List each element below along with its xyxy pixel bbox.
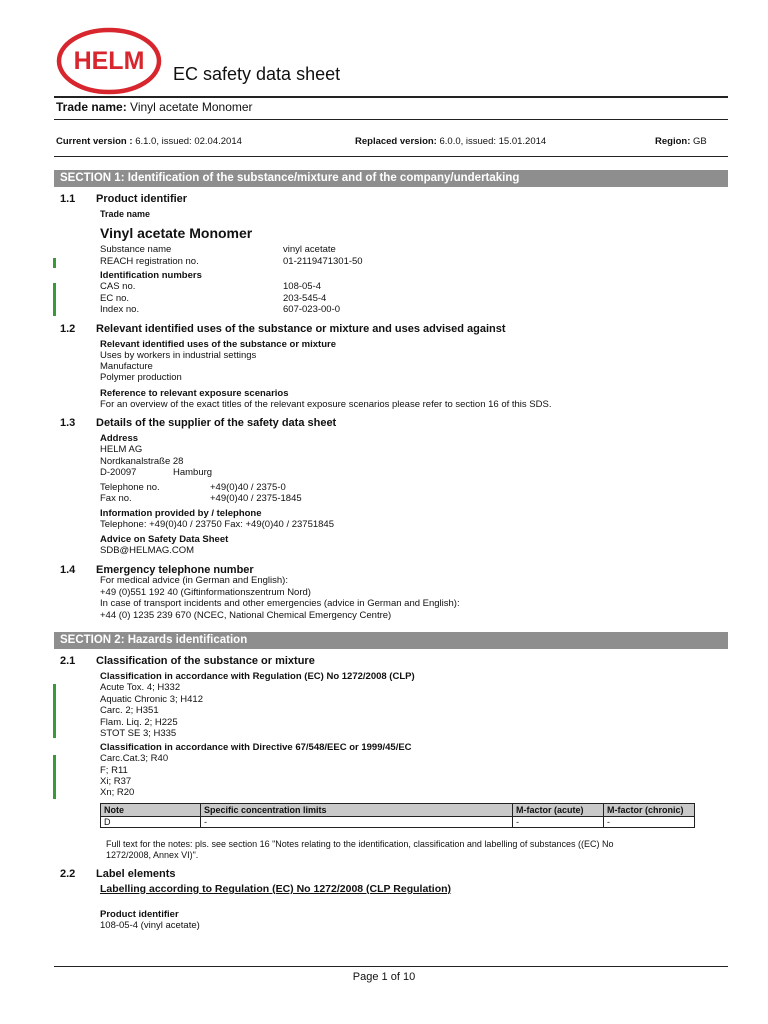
advice-email: SDB@HELMAG.COM bbox=[100, 545, 195, 556]
notes-table bbox=[100, 803, 695, 828]
trade-name-heading: Trade name bbox=[100, 209, 151, 219]
subsection-number: 2.1 bbox=[60, 655, 76, 667]
clp-line: Carc. 2; H351 bbox=[100, 705, 159, 716]
table-header: Note bbox=[101, 804, 201, 817]
directive-line: Carc.Cat.3; R40 bbox=[100, 753, 169, 764]
table-row bbox=[101, 817, 695, 828]
directive-line: Xi; R37 bbox=[100, 776, 132, 787]
reach-value: 01-2119471301-50 bbox=[283, 256, 363, 267]
subsection-title: Product identifier bbox=[96, 193, 188, 205]
subsection-number: 1.2 bbox=[60, 323, 76, 335]
tel-label: Telephone no. bbox=[100, 482, 160, 493]
emergency-line: In case of transport incidents and other emergencies (advice in German and English): bbox=[100, 598, 460, 609]
cas-label: CAS no. bbox=[100, 281, 136, 292]
document-title: EC safety data sheet bbox=[173, 64, 341, 84]
section-2-header: SECTION 2: Hazards identification bbox=[54, 632, 728, 649]
region: Region: GB bbox=[655, 136, 707, 147]
city: Hamburg bbox=[173, 467, 213, 478]
replaced-version: Replaced version: 6.0.0, issued: 15.01.2014 bbox=[355, 136, 547, 147]
subsection-number: 1.4 bbox=[60, 564, 76, 576]
subsection-title: Classification of the substance or mixture bbox=[96, 655, 315, 667]
fax-label: Fax no. bbox=[100, 493, 132, 504]
product-identifier-heading: Product identifier bbox=[100, 909, 179, 920]
subsection-number: 1.3 bbox=[60, 417, 76, 429]
product-name: Vinyl acetate Monomer bbox=[100, 225, 253, 241]
emergency-line: For medical advice (in German and English): bbox=[100, 575, 288, 586]
section-1-header: SECTION 1: Identification of the substance/mixture and of the company/undertaking bbox=[54, 170, 728, 187]
header-rule bbox=[54, 96, 728, 98]
address-line: HELM AG bbox=[100, 444, 143, 455]
clp-heading: Classification in accordance with Regulation (EC) No 1272/2008 (CLP) bbox=[100, 671, 415, 682]
table-cell: - bbox=[513, 817, 604, 828]
tel-value: +49(0)40 / 2375-0 bbox=[210, 482, 286, 493]
table-header: M-factor (acute) bbox=[513, 804, 604, 817]
trade-name-value: Vinyl acetate Monomer bbox=[130, 100, 253, 114]
current-version: Current version : 6.1.0, issued: 02.04.2014 bbox=[56, 136, 242, 147]
change-bar bbox=[53, 684, 56, 738]
address-heading: Address bbox=[100, 433, 139, 444]
directive-heading: Classification in accordance with Directive 67/548/EEC or 1999/45/EC bbox=[100, 742, 412, 753]
footer-rule bbox=[54, 966, 728, 967]
use-item: Uses by workers in industrial settings bbox=[100, 350, 257, 361]
ref-heading: Reference to relevant exposure scenarios bbox=[100, 388, 289, 399]
table-header: M-factor (chronic) bbox=[604, 804, 695, 817]
use-item: Manufacture bbox=[100, 361, 153, 372]
clp-line: STOT SE 3; H335 bbox=[100, 728, 177, 739]
advice-heading: Advice on Safety Data Sheet bbox=[100, 534, 229, 545]
ref-text: For an overview of the exact titles of the relevant exposure scenarios please refer to section 16 of this SDS. bbox=[100, 399, 552, 410]
change-bar bbox=[53, 755, 56, 799]
index-label: Index no. bbox=[100, 304, 140, 315]
address-line: Nordkanalstraße 28 bbox=[100, 456, 184, 467]
subsection-number: 2.2 bbox=[60, 868, 76, 880]
index-value: 607-023-00-0 bbox=[283, 304, 341, 315]
subsection-title: Relevant identified uses of the substance or mixture and uses advised against bbox=[96, 323, 506, 335]
info-text: Telephone: +49(0)40 / 23750 Fax: +49(0)40 / 23751845 bbox=[100, 519, 334, 530]
ec-value: 203-545-4 bbox=[283, 293, 327, 304]
ec-label: EC no. bbox=[100, 293, 130, 304]
substance-name-value: vinyl acetate bbox=[283, 244, 336, 255]
emergency-line: +44 (0) 1235 239 670 (NCEC, National Chemical Emergency Centre) bbox=[100, 610, 392, 621]
directive-line: Xn; R20 bbox=[100, 787, 135, 798]
labelling-heading: Labelling according to Regulation (EC) No 1272/2008 (CLP Regulation) bbox=[100, 883, 452, 895]
reach-label: REACH registration no. bbox=[100, 256, 199, 267]
fax-value: +49(0)40 / 2375-1845 bbox=[210, 493, 302, 504]
subsection-number: 1.1 bbox=[60, 193, 76, 205]
subsection-title: Label elements bbox=[96, 868, 176, 880]
cas-value: 108-05-4 bbox=[283, 281, 322, 292]
table-header: Specific concentration limits bbox=[201, 804, 513, 817]
directive-line: F; R11 bbox=[100, 765, 128, 776]
trade-rule bbox=[54, 119, 728, 120]
subsection-title: Emergency telephone number bbox=[96, 564, 254, 576]
trade-name-line bbox=[56, 100, 253, 114]
clp-line: Aquatic Chronic 3; H412 bbox=[100, 694, 203, 705]
info-heading: Information provided by / telephone bbox=[100, 508, 262, 519]
fulltext-line: 1272/2008, Annex VI)". bbox=[106, 850, 199, 860]
table-cell: - bbox=[201, 817, 513, 828]
change-bar bbox=[53, 258, 56, 268]
clp-line: Flam. Liq. 2; H225 bbox=[100, 717, 178, 728]
table-cell: - bbox=[604, 817, 695, 828]
trade-name-label: Trade name: bbox=[56, 100, 127, 114]
product-identifier-text: 108-05-4 (vinyl acetate) bbox=[100, 920, 200, 931]
ident-heading: Identification numbers bbox=[100, 270, 202, 281]
change-bar bbox=[53, 283, 56, 316]
use-item: Polymer production bbox=[100, 372, 182, 383]
table-cell: D bbox=[101, 817, 201, 828]
page-number: Page 1 of 10 bbox=[352, 971, 416, 983]
subsection-title: Details of the supplier of the safety data sheet bbox=[96, 417, 337, 429]
clp-line: Acute Tox. 4; H332 bbox=[100, 682, 181, 693]
uses-heading: Relevant identified uses of the substance or mixture bbox=[100, 339, 336, 350]
helm-logo bbox=[56, 26, 162, 96]
substance-name-label: Substance name bbox=[100, 244, 172, 255]
version-rule bbox=[54, 156, 728, 157]
emergency-line: +49 (0)551 192 40 (Giftinformationszentrum Nord) bbox=[100, 587, 311, 598]
fulltext-line: Full text for the notes: pls. see section 16 "Notes relating to the identification, classification and labelling of substances ((EC) No bbox=[106, 839, 614, 849]
table-header-row bbox=[101, 804, 695, 817]
postcode: D-20097 bbox=[100, 467, 137, 478]
logo-text: HELM bbox=[73, 47, 145, 75]
